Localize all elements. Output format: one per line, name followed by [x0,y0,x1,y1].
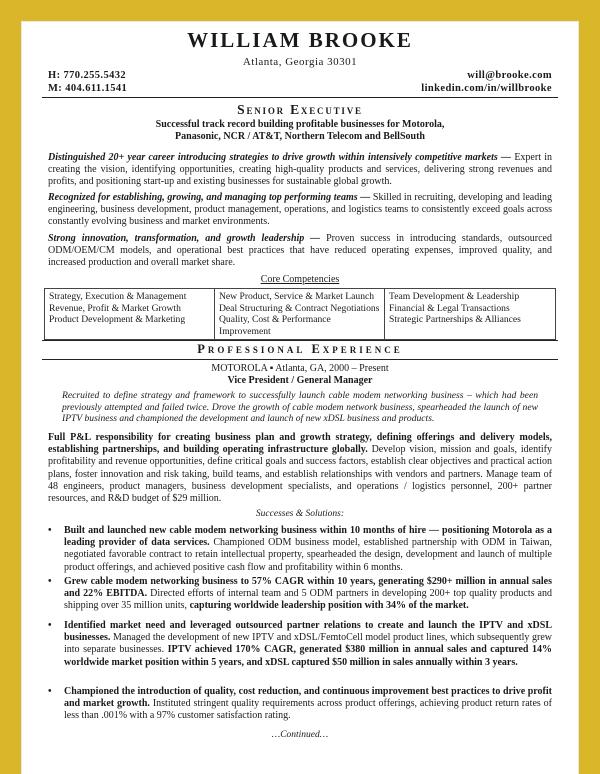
core-competencies-title: Core Competencies [260,274,340,285]
bullet-body: Directed efforts of internal team and 5 ODM partners in developing 200+ top quality products and shipping over 35 million units, [64,588,552,612]
summary-paragraph-2-lead: Recognized for establishing, growing, and managing top performing teams — [48,192,371,203]
responsibility-lead: Full P&L responsibility for creating business plan and growth strategy, defining offerings and delivery models, establishing partnerships, and building operating infrastructure globally. [48,432,552,456]
responsibility-body: Develop vision, mission and goals, identify profitability and revenue opportunities, define critical goals and success factors, establish clear objectives and practical action plans, foster innovation and risk taking, build teams, and establish relationships with vendors and partners. Manage team of 48 engineers, product managers, business development specialists, and operations / logistics personnel, 200+ partner resources, and R&D budget of $29 million. [48,444,552,505]
phone-mobile: M: 404.611.1541 [48,83,128,94]
summary-paragraph-3 [48,233,552,270]
bullet-icon: • [48,525,52,536]
bullet-icon: • [48,686,52,697]
experience-divider-top [42,340,558,341]
competency-item: Revenue, Profit & Market Growth [49,302,181,314]
competency-item: Strategy, Execution & Management [49,291,187,302]
header-divider [42,97,558,98]
experience-divider-bottom [42,359,558,360]
summary-paragraph-3-body: Proven success in introducing standards, outsourced ODM/OEM/CM models, and operational best practices that have reduced operating expenses, improved quality, and increased production and overall market share. [48,233,552,269]
summary-subtitle-1: Successful track record building profitable businesses for Motorola, [155,119,445,130]
bullet-lead: Built and launched new cable modem networking business within 10 months of hire — positioning Motorola as a leading provider of data services. [64,525,552,549]
summary-paragraph-1 [48,152,552,189]
competency-item: Strategic Partnerships & Alliances [389,314,521,325]
achievement-bullet-2 [48,576,552,613]
experience-heading: Professional Experience [197,342,403,356]
competency-item: Financial & Legal Transactions [389,302,510,314]
email-address: will@brooke.com [467,70,552,81]
core-column-3 [385,289,555,339]
bullet-lead: Championed the introduction of quality, cost reduction, and continuous improvement best practices to drive profit and market growth. [64,686,552,710]
company-line: MOTOROLA ▪ Atlanta, GA, 2000 – Present [211,363,389,374]
phone-block [48,69,127,95]
bullet-body: Managed the development of new IPTV and xDSL/FemtoCell model product lines, which subsequently grew into separate businesses. [64,632,552,656]
summary-paragraph-3-lead: Strong innovation, transformation, and growth leadership — [48,233,321,244]
core-column-1 [45,289,215,339]
summary-paragraph-2 [48,192,552,229]
bullet-body: Championed ODM business model, established partnership with ODM in Taiwan, negotiated favorable contract to retain intellectual property, spearheaded the design, development and launch of multiple product offerings, and achieved positive cash flow and profitability within 6 months. [64,537,552,573]
competency-item: Product Development & Marketing [49,314,186,325]
bullet-icon: • [48,576,52,587]
bullet-lead: Grew cable modem networking business to 57% CAGR within 10 years, generating $290+ million in annual sales and 22% EBITDA. [64,576,552,600]
bullet-tail: IPTV achieved 170% CAGR, generated $380 million in annual sales and captured 14% worldwide market position within 5 years, and xDSL captured $50 million in sales annually within 3 years. [64,644,552,668]
role-intro: Recruited to define strategy and framework to successfully launch cable modem networking business – which had been previously attempted and failed twice. Drove the growth of cable modem network business, spearheaded the launch of new IPTV business and championed the development and launch of new xDSL business and products. [62,390,538,424]
candidate-location: Atlanta, Georgia 30301 [242,56,358,68]
core-column-2 [215,289,385,339]
achievement-bullet-1 [48,525,552,574]
competency-item: New Product, Service & Market Launch [219,291,375,302]
competency-item: Team Development & Leadership [389,291,520,302]
bullet-lead: Identified market need and leveraged outsourced partner relations to create and launch the IPTV and xDSL businesses. [64,620,552,644]
summary-paragraph-1-lead: Distinguished 20+ year career introducing strategies to drive growth within intensively competitive markets — [48,152,512,163]
online-contact-block [421,69,552,95]
resume-page [22,22,578,774]
summary-subtitle-2: Panasonic, NCR / AT&T, Northern Telecom and BellSouth [175,131,425,142]
responsibility-paragraph [48,432,552,505]
bullet-icon: • [48,620,52,631]
candidate-name: WILLIAM BROOKE [187,28,413,52]
job-title: Vice President / General Manager [227,375,373,386]
summary-title: Senior Executive [237,102,363,117]
core-competencies-table [44,288,556,340]
achievement-bullet-3 [48,620,552,669]
continued-note: …Continued… [271,730,329,740]
successes-label: Successes & Solutions: [255,509,345,519]
summary-paragraph-1-body: Expert in creating the vision, identifying opportunities, creating high-quality products and services, delivering strong revenues and profits, and positioning start-up and existing businesses for sustainable global growth. [48,152,553,188]
bullet-body: Instituted stringent quality requirements across product offerings, achieving product return rates of less than .001% with a 97% customer satisfaction rating. [64,698,553,722]
phone-home: H: 770.255.5432 [48,70,127,81]
summary-paragraph-2-body: Skilled in recruiting, developing and leading engineering, business development, product management, operations, and logistics teams to consistently exceed goals across constantly evolving business and market environments. [48,192,553,228]
competency-item: Quality, Cost & Performance Improvement [219,314,331,337]
linkedin-url: linkedin.com/in/willbrooke [421,83,552,94]
competency-item: Deal Structuring & Contract Negotiations [219,302,380,314]
bullet-tail: capturing worldwide leadership position with 34% of the market. [187,600,469,612]
achievement-bullet-4 [48,686,552,723]
